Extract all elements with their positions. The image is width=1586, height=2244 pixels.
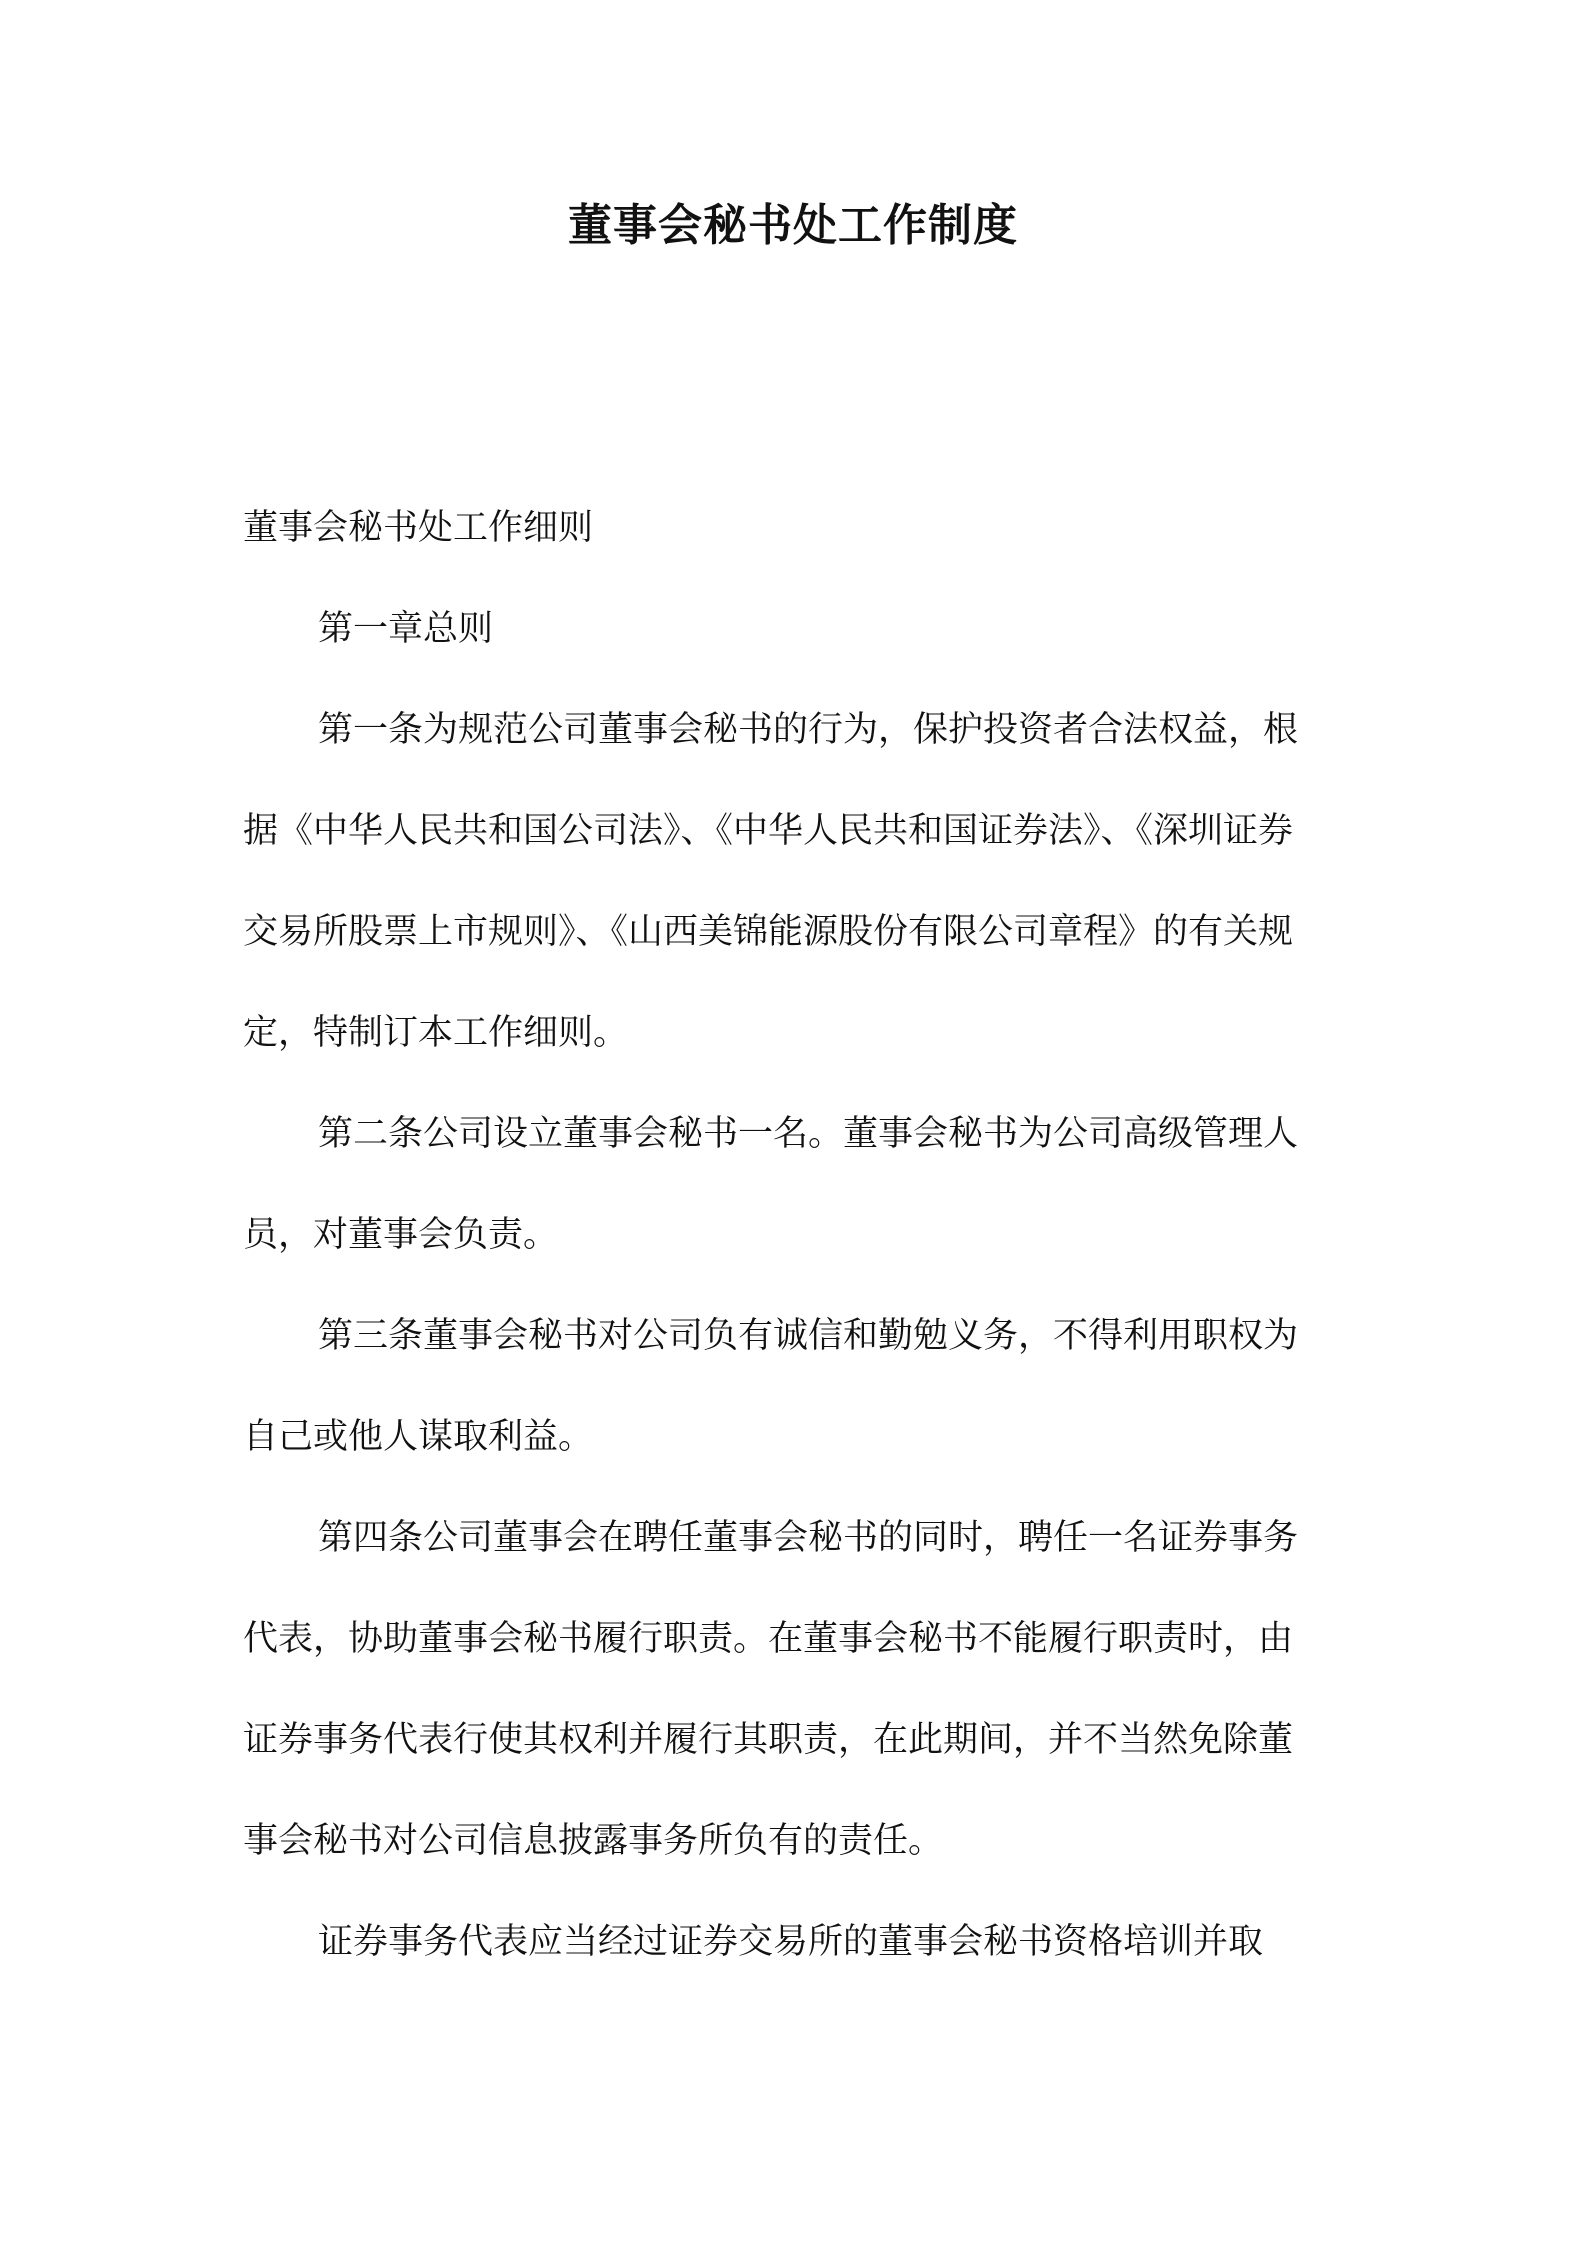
section-heading: 董事会秘书处工作细则 xyxy=(243,508,594,548)
document-body xyxy=(243,478,1358,1993)
chapter-heading: 第一章总则 xyxy=(318,609,494,649)
article-4-line-4: 事会秘书对公司信息披露事务所负有的责任。 xyxy=(243,1821,944,1861)
article-1-line-2: 据《中华人民共和国公司法》、《中华人民共和国证券法》、《深圳证券 xyxy=(243,811,1294,851)
article-3-line-2: 自己或他人谋取利益。 xyxy=(243,1417,594,1457)
article-2-line-2: 员，对董事会负责。 xyxy=(243,1215,559,1255)
article-4-line-3: 证券事务代表行使其权利并履行其职责，在此期间，并不当然免除董 xyxy=(243,1720,1294,1760)
article-3-line-1: 第三条董事会秘书对公司负有诚信和勤勉义务，不得利用职权为 xyxy=(318,1316,1299,1356)
article-1-line-3: 交易所股票上市规则》、《山西美锦能源股份有限公司章程》的有关规 xyxy=(243,912,1294,952)
article-4-paragraph-2-line-1: 证券事务代表应当经过证券交易所的董事会秘书资格培训并取 xyxy=(318,1922,1264,1962)
document-title: 董事会秘书处工作制度 xyxy=(568,200,1018,251)
article-2-line-1: 第二条公司设立董事会秘书一名。董事会秘书为公司高级管理人 xyxy=(318,1114,1299,1154)
article-4-line-1: 第四条公司董事会在聘任董事会秘书的同时，聘任一名证券事务 xyxy=(318,1518,1299,1558)
article-1-line-1: 第一条为规范公司董事会秘书的行为，保护投资者合法权益，根 xyxy=(318,710,1299,750)
article-1-line-4: 定，特制订本工作细则。 xyxy=(243,1013,629,1053)
article-4-line-2: 代表，协助董事会秘书履行职责。在董事会秘书不能履行职责时，由 xyxy=(243,1619,1294,1659)
